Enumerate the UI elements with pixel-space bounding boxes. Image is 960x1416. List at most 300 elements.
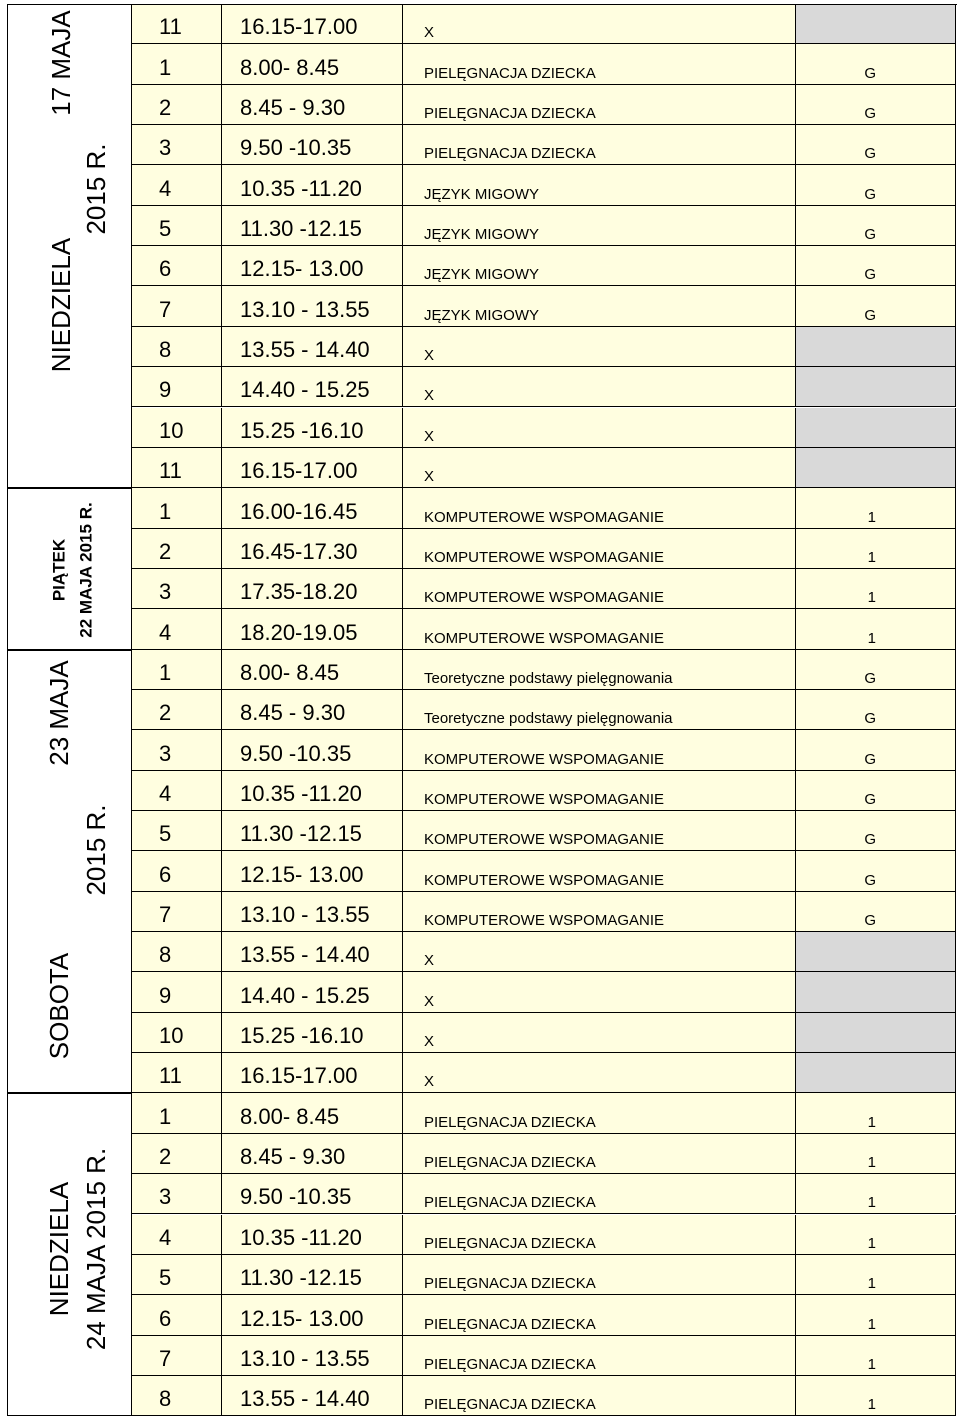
table-row	[131, 932, 957, 972]
subject-cell	[403, 730, 796, 770]
lesson-number-cell	[131, 1053, 222, 1093]
group-cell	[796, 246, 956, 286]
lesson-number-cell	[131, 125, 222, 165]
lesson-number-cell-text: 2	[159, 538, 172, 564]
lesson-number-cell	[131, 932, 222, 972]
grid-left-border	[131, 4, 132, 1416]
group-cell-text: 1	[867, 629, 876, 647]
lesson-number-cell-text: 4	[159, 175, 172, 201]
subject-cell	[403, 771, 796, 811]
table-row	[131, 650, 957, 690]
group-cell	[796, 529, 956, 569]
lesson-time-cell-text: 12.15- 13.00	[240, 256, 364, 282]
lesson-number-cell	[131, 650, 222, 690]
table-row	[131, 327, 957, 367]
lesson-time-cell-text: 10.35 -11.20	[240, 175, 362, 201]
lesson-number-cell	[131, 1013, 222, 1053]
lesson-time-cell-text: 9.50 -10.35	[240, 740, 352, 766]
subject-cell	[403, 85, 796, 125]
lesson-time-cell	[222, 44, 403, 84]
grid-top-border	[131, 4, 957, 5]
subject-cell-text: PIELĘGNACJA DZIECKA	[424, 1194, 596, 1212]
group-cell	[796, 1093, 956, 1133]
subject-cell	[403, 1295, 796, 1335]
lesson-number-cell	[131, 85, 222, 125]
subject-cell-text: KOMPUTEROWE WSPOMAGANIE	[424, 750, 665, 768]
lesson-time-cell	[222, 4, 403, 44]
subject-cell	[403, 1053, 796, 1093]
subject-cell-text: KOMPUTEROWE WSPOMAGANIE	[424, 831, 665, 849]
lesson-number-cell-text: 2	[159, 1144, 172, 1170]
lesson-time-cell-text: 10.35 -11.20	[240, 780, 362, 806]
lesson-number-cell-text: 3	[159, 135, 172, 161]
lesson-number-cell	[131, 1376, 222, 1416]
lesson-number-cell-text: 5	[159, 1265, 172, 1291]
lesson-number-cell	[131, 165, 222, 205]
group-cell-text: G	[864, 306, 876, 324]
subject-cell-text: X	[424, 952, 435, 970]
lesson-time-cell	[222, 1336, 403, 1376]
group-cell	[796, 125, 956, 165]
lesson-time-cell	[222, 1134, 403, 1174]
lesson-time-cell	[222, 1255, 403, 1295]
day-label	[8, 489, 131, 648]
table-row	[131, 4, 957, 44]
lesson-number-cell-text: 3	[159, 579, 172, 605]
subject-cell	[403, 448, 796, 488]
lesson-number-cell	[131, 1093, 222, 1133]
lesson-number-cell-text: 11	[159, 14, 182, 40]
subject-cell	[403, 529, 796, 569]
subject-cell	[403, 286, 796, 326]
lesson-time-cell	[222, 892, 403, 932]
lesson-time-cell-text: 15.25 -16.10	[240, 1023, 364, 1049]
lesson-time-cell	[222, 448, 403, 488]
subject-cell	[403, 1336, 796, 1376]
table-row	[131, 972, 957, 1012]
day-label-block	[7, 4, 132, 488]
lesson-number-cell-text: 5	[159, 821, 172, 847]
subject-cell-text: JĘZYK MIGOWY	[424, 185, 540, 203]
subject-cell-text: X	[424, 387, 435, 405]
subject-cell	[403, 44, 796, 84]
group-cell-text: G	[864, 871, 876, 889]
subject-cell-text: KOMPUTEROWE WSPOMAGANIE	[424, 589, 665, 607]
group-cell	[796, 44, 956, 84]
group-cell-text: 1	[867, 1194, 876, 1212]
lesson-time-cell-text: 16.15-17.00	[240, 458, 358, 484]
lesson-time-cell-text: 9.50 -10.35	[240, 135, 352, 161]
group-cell	[796, 206, 956, 246]
subject-cell	[403, 408, 796, 448]
group-cell-text: G	[864, 750, 876, 768]
subject-cell	[403, 488, 796, 528]
lesson-number-cell	[131, 811, 222, 851]
subject-cell	[403, 851, 796, 891]
subject-cell	[403, 650, 796, 690]
subject-cell-text: PIELĘGNACJA DZIECKA	[424, 105, 596, 123]
table-row	[131, 1255, 957, 1295]
lesson-time-cell-text: 16.45-17.30	[240, 538, 358, 564]
group-cell-text: 1	[867, 1315, 876, 1333]
lesson-number-cell-text: 6	[159, 256, 172, 282]
lesson-number-cell	[131, 246, 222, 286]
day-label-block	[7, 488, 132, 649]
group-cell-text: G	[864, 105, 876, 123]
lesson-time-cell-text: 8.45 - 9.30	[240, 1144, 346, 1170]
subject-cell	[403, 1134, 796, 1174]
group-cell	[796, 730, 956, 770]
lesson-number-cell	[131, 286, 222, 326]
day-label	[8, 651, 131, 1093]
table-row	[131, 1295, 957, 1335]
lesson-number-cell	[131, 1215, 222, 1255]
lesson-time-cell	[222, 1376, 403, 1416]
lesson-time-cell	[222, 811, 403, 851]
lesson-time-cell-text: 18.20-19.05	[240, 619, 358, 645]
day-label-text: 24 MAJA 2015 R.	[81, 1148, 111, 1351]
day-label-text: SOBOTA	[44, 952, 74, 1059]
subject-cell	[403, 165, 796, 205]
group-cell-text: G	[864, 710, 876, 728]
table-row	[131, 1174, 957, 1214]
lesson-time-cell	[222, 771, 403, 811]
lesson-time-cell	[222, 1093, 403, 1133]
day-label-text: NIEDZIELA	[44, 1182, 74, 1317]
subject-cell-text: X	[424, 1033, 435, 1051]
subject-cell	[403, 1013, 796, 1053]
table-row	[131, 892, 957, 932]
group-cell-text: 1	[867, 1154, 876, 1172]
subject-cell-text: KOMPUTEROWE WSPOMAGANIE	[424, 508, 665, 526]
day-label	[8, 1094, 131, 1415]
lesson-time-cell	[222, 569, 403, 609]
table-row	[131, 1336, 957, 1376]
lesson-number-cell-text: 4	[159, 1224, 172, 1250]
lesson-time-cell	[222, 730, 403, 770]
lesson-time-cell-text: 14.40 - 15.25	[240, 377, 370, 403]
lesson-time-cell-text: 13.10 - 13.55	[240, 902, 370, 928]
group-cell	[796, 448, 956, 488]
group-cell-text: G	[864, 669, 876, 687]
subject-cell	[403, 246, 796, 286]
lesson-number-cell-text: 7	[159, 1345, 172, 1371]
group-cell	[796, 408, 956, 448]
table-row	[131, 771, 957, 811]
table-row	[131, 85, 957, 125]
subject-cell	[403, 932, 796, 972]
lesson-number-cell-text: 1	[159, 659, 172, 685]
lesson-number-cell	[131, 972, 222, 1012]
subject-cell	[403, 892, 796, 932]
group-cell	[796, 771, 956, 811]
lesson-number-cell	[131, 1255, 222, 1295]
subject-cell-text: PIELĘGNACJA DZIECKA	[424, 1315, 596, 1333]
lesson-time-cell-text: 16.15-17.00	[240, 1063, 358, 1089]
lesson-number-cell-text: 3	[159, 1184, 172, 1210]
subject-cell	[403, 125, 796, 165]
table-row	[131, 1134, 957, 1174]
table-row	[131, 246, 957, 286]
table-row	[131, 1053, 957, 1093]
lesson-number-cell	[131, 892, 222, 932]
lesson-number-cell-text: 4	[159, 780, 172, 806]
table-row	[131, 1013, 957, 1053]
group-cell	[796, 1376, 956, 1416]
lesson-time-cell-text: 16.15-17.00	[240, 14, 358, 40]
group-cell-text: G	[864, 185, 876, 203]
table-row	[131, 1376, 957, 1416]
group-cell	[796, 1336, 956, 1376]
lesson-time-cell	[222, 206, 403, 246]
lesson-number-cell-text: 9	[159, 982, 172, 1008]
group-cell	[796, 569, 956, 609]
group-cell	[796, 1053, 956, 1093]
group-cell	[796, 1295, 956, 1335]
lesson-number-cell-text: 11	[159, 458, 182, 484]
lesson-time-cell	[222, 165, 403, 205]
lesson-time-cell-text: 13.55 - 14.40	[240, 337, 370, 363]
table-row	[131, 811, 957, 851]
lesson-time-cell-text: 17.35-18.20	[240, 579, 358, 605]
lesson-time-cell-text: 8.00- 8.45	[240, 659, 340, 685]
group-cell-text: 1	[867, 1275, 876, 1293]
lesson-time-cell-text: 13.55 - 14.40	[240, 1386, 370, 1412]
group-cell-text: G	[864, 226, 876, 244]
lesson-time-cell-text: 13.10 - 13.55	[240, 1345, 370, 1371]
lesson-time-cell	[222, 408, 403, 448]
group-cell-text: G	[864, 790, 876, 808]
day-label-text: NIEDZIELA	[46, 238, 76, 373]
subject-cell-text: KOMPUTEROWE WSPOMAGANIE	[424, 790, 665, 808]
lesson-number-cell-text: 5	[159, 216, 172, 242]
group-cell-text: G	[864, 266, 876, 284]
subject-cell-text: X	[424, 992, 435, 1010]
group-cell	[796, 85, 956, 125]
lesson-time-cell	[222, 690, 403, 730]
subject-cell	[403, 690, 796, 730]
group-cell	[796, 851, 956, 891]
lesson-number-cell-text: 8	[159, 1386, 172, 1412]
lesson-number-cell	[131, 448, 222, 488]
lesson-number-cell-text: 3	[159, 740, 172, 766]
day-label-block	[7, 650, 132, 1094]
group-cell-text: 1	[867, 548, 876, 566]
subject-cell	[403, 811, 796, 851]
subject-cell-text: PIELĘGNACJA DZIECKA	[424, 1396, 596, 1414]
table-row	[131, 206, 957, 246]
group-cell	[796, 1013, 956, 1053]
group-cell	[796, 327, 956, 367]
lesson-number-cell	[131, 4, 222, 44]
group-cell-text: G	[864, 912, 876, 930]
lesson-time-cell	[222, 85, 403, 125]
subject-cell	[403, 569, 796, 609]
lesson-time-cell-text: 12.15- 13.00	[240, 1305, 364, 1331]
table-row	[131, 529, 957, 569]
lesson-number-cell	[131, 690, 222, 730]
lesson-number-cell	[131, 569, 222, 609]
lesson-time-cell	[222, 1215, 403, 1255]
lesson-number-cell	[131, 327, 222, 367]
lesson-number-cell	[131, 1295, 222, 1335]
table-row	[131, 286, 957, 326]
subject-cell-text: X	[424, 24, 435, 42]
lesson-time-cell-text: 13.55 - 14.40	[240, 942, 370, 968]
lesson-time-cell	[222, 1174, 403, 1214]
subject-cell-text: PIELĘGNACJA DZIECKA	[424, 1113, 596, 1131]
lesson-number-cell-text: 11	[159, 1063, 182, 1089]
subject-cell	[403, 367, 796, 407]
day-label-text: PIĄTEK	[49, 538, 69, 602]
lesson-time-cell	[222, 246, 403, 286]
subject-cell-text: Teoretyczne podstawy pielęgnowania	[424, 710, 673, 728]
lesson-time-cell	[222, 851, 403, 891]
day-label-text: 2015 R.	[81, 804, 111, 896]
group-cell	[796, 1255, 956, 1295]
subject-cell	[403, 4, 796, 44]
day-label-block	[7, 1093, 132, 1416]
lesson-time-cell-text: 13.10 - 13.55	[240, 296, 370, 322]
subject-cell-text: KOMPUTEROWE WSPOMAGANIE	[424, 548, 665, 566]
table-row	[131, 1093, 957, 1133]
subject-cell	[403, 206, 796, 246]
table-row	[131, 44, 957, 84]
lesson-time-cell-text: 12.15- 13.00	[240, 861, 364, 887]
subject-cell-text: JĘZYK MIGOWY	[424, 306, 540, 324]
lesson-time-cell	[222, 488, 403, 528]
subject-cell-text: Teoretyczne podstawy pielęgnowania	[424, 669, 673, 687]
group-cell	[796, 892, 956, 932]
subject-cell-text: X	[424, 427, 435, 445]
lesson-time-cell	[222, 367, 403, 407]
lesson-time-cell	[222, 932, 403, 972]
lesson-time-cell-text: 11.30 -12.15	[240, 1265, 362, 1291]
lesson-number-cell-text: 2	[159, 700, 172, 726]
lesson-time-cell-text: 11.30 -12.15	[240, 216, 362, 242]
group-cell-text: 1	[867, 1396, 876, 1414]
group-cell	[796, 286, 956, 326]
lesson-time-cell-text: 10.35 -11.20	[240, 1224, 362, 1250]
table-row	[131, 367, 957, 407]
day-label-text: 22 MAJA 2015 R.	[76, 502, 96, 638]
lesson-number-cell-text: 1	[159, 54, 172, 80]
lesson-number-cell-text: 8	[159, 337, 172, 363]
group-cell-text: 1	[867, 1355, 876, 1373]
lesson-number-cell-text: 6	[159, 861, 172, 887]
group-cell	[796, 972, 956, 1012]
subject-cell-text: JĘZYK MIGOWY	[424, 226, 540, 244]
lesson-number-cell	[131, 206, 222, 246]
lesson-number-cell-text: 1	[159, 1103, 172, 1129]
group-cell	[796, 165, 956, 205]
lesson-number-cell	[131, 1174, 222, 1214]
subject-cell-text: X	[424, 347, 435, 365]
group-cell	[796, 4, 956, 44]
lesson-number-cell	[131, 609, 222, 649]
subject-cell	[403, 1215, 796, 1255]
lesson-time-cell-text: 8.45 - 9.30	[240, 95, 346, 121]
table-row	[131, 165, 957, 205]
subject-cell	[403, 1174, 796, 1214]
lesson-number-cell-text: 9	[159, 377, 172, 403]
subject-cell	[403, 609, 796, 649]
subject-cell	[403, 1376, 796, 1416]
subject-cell-text: KOMPUTEROWE WSPOMAGANIE	[424, 912, 665, 930]
group-cell	[796, 650, 956, 690]
lesson-time-cell	[222, 1053, 403, 1093]
group-cell	[796, 690, 956, 730]
group-cell-text: 1	[867, 508, 876, 526]
lesson-time-cell-text: 14.40 - 15.25	[240, 982, 370, 1008]
lesson-number-cell-text: 2	[159, 95, 172, 121]
lesson-number-cell	[131, 367, 222, 407]
lesson-time-cell-text: 9.50 -10.35	[240, 1184, 352, 1210]
subject-cell-text: PIELĘGNACJA DZIECKA	[424, 64, 596, 82]
table-row	[131, 569, 957, 609]
lesson-time-cell	[222, 1295, 403, 1335]
lesson-number-cell-text: 10	[159, 1023, 184, 1049]
table-row	[131, 609, 957, 649]
group-cell	[796, 811, 956, 851]
day-label-text: 17 MAJA	[46, 10, 76, 116]
lesson-number-cell-text: 8	[159, 942, 172, 968]
table-row	[131, 690, 957, 730]
group-cell-text: 1	[867, 589, 876, 607]
lesson-number-cell	[131, 529, 222, 569]
group-cell	[796, 1215, 956, 1255]
subject-cell	[403, 327, 796, 367]
lesson-time-cell	[222, 286, 403, 326]
lesson-number-cell-text: 1	[159, 498, 172, 524]
day-label	[8, 5, 131, 487]
group-cell	[796, 1134, 956, 1174]
lesson-number-cell-text: 7	[159, 902, 172, 928]
subject-cell-text: JĘZYK MIGOWY	[424, 266, 540, 284]
group-cell	[796, 488, 956, 528]
group-cell-text: 1	[867, 1234, 876, 1252]
group-cell-text: 1	[867, 1113, 876, 1131]
lesson-time-cell-text: 8.00- 8.45	[240, 1103, 340, 1129]
subject-cell-text: X	[424, 468, 435, 486]
lesson-time-cell	[222, 972, 403, 1012]
lesson-number-cell	[131, 408, 222, 448]
lesson-time-cell	[222, 125, 403, 165]
lesson-time-cell	[222, 650, 403, 690]
day-label-text: 2015 R.	[81, 143, 111, 235]
lesson-number-cell	[131, 1134, 222, 1174]
lesson-time-cell	[222, 529, 403, 569]
group-cell-text: G	[864, 64, 876, 82]
lesson-number-cell-text: 4	[159, 619, 172, 645]
group-cell	[796, 1174, 956, 1214]
table-row	[131, 851, 957, 891]
subject-cell	[403, 972, 796, 1012]
lesson-number-cell-text: 10	[159, 417, 184, 443]
table-row	[131, 730, 957, 770]
lesson-time-cell	[222, 1013, 403, 1053]
subject-cell-text: X	[424, 1073, 435, 1091]
lesson-number-cell	[131, 44, 222, 84]
table-row	[131, 1215, 957, 1255]
group-cell	[796, 609, 956, 649]
subject-cell-text: PIELĘGNACJA DZIECKA	[424, 1234, 596, 1252]
table-row	[131, 448, 957, 488]
subject-cell	[403, 1093, 796, 1133]
lesson-number-cell	[131, 771, 222, 811]
lesson-number-cell	[131, 488, 222, 528]
lesson-number-cell	[131, 730, 222, 770]
